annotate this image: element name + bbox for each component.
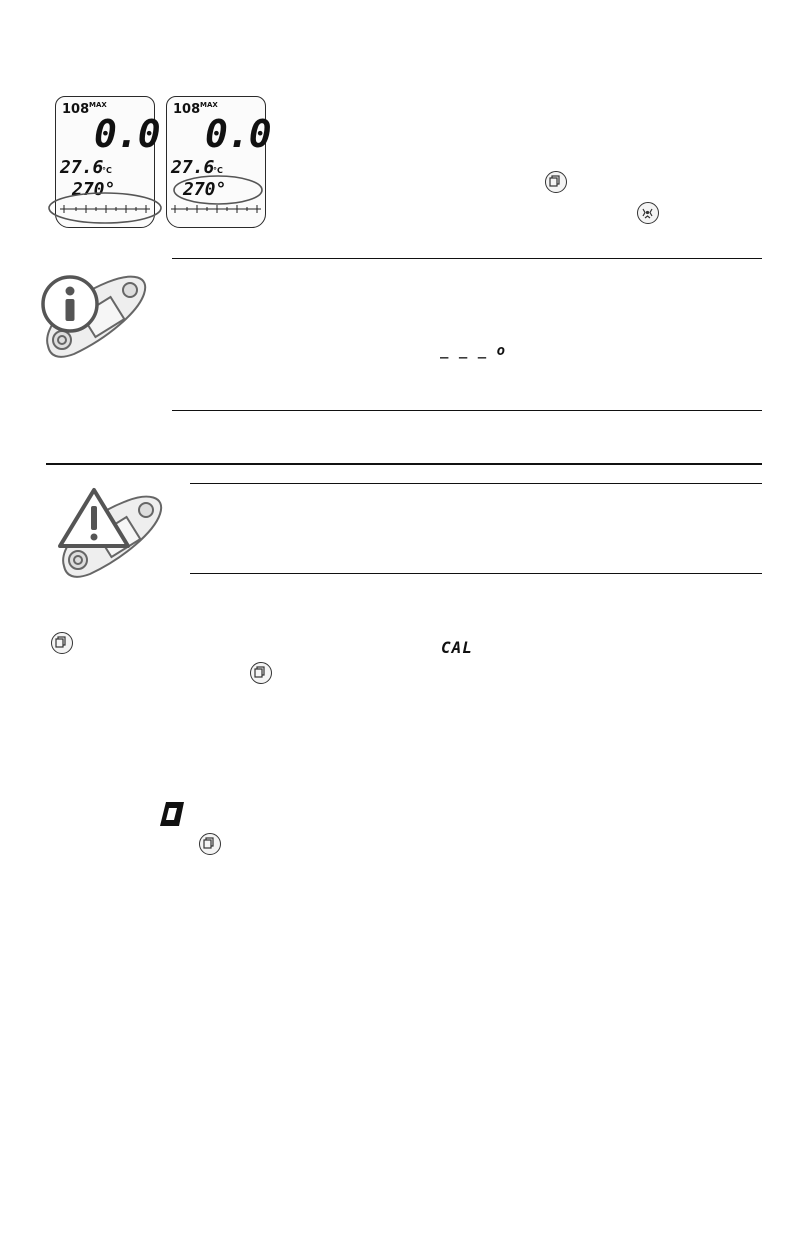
max-label: MAX: [89, 101, 107, 109]
cal-glyph: CAL: [441, 638, 473, 657]
depth-value: 0.0: [205, 112, 271, 156]
mode-button-icon: [199, 833, 221, 855]
warning-rule-bottom: [190, 573, 762, 574]
temperature-unit: °C: [102, 166, 112, 175]
info-rule-top: [172, 258, 762, 259]
temperature-unit: °C: [213, 166, 223, 175]
max-depth-value: 108: [173, 102, 201, 117]
heading-highlight-right: [172, 174, 264, 206]
mode-button-icon: [545, 171, 567, 193]
heading-value: 270°: [183, 179, 227, 200]
warning-rule-top: [190, 483, 762, 484]
depth-value: 0.0: [94, 112, 160, 156]
heading-value: 270°: [72, 179, 116, 200]
temperature-value: 27.6: [60, 157, 104, 178]
temperature-value: 27.6: [171, 157, 215, 178]
mode-button-icon: [250, 662, 272, 684]
max-label: MAX: [200, 101, 218, 109]
info-rule-bottom: [172, 410, 762, 411]
no-heading-glyph: _ _ _ o: [440, 343, 507, 359]
warning-icon: [50, 484, 170, 582]
max-depth-value: 108: [62, 102, 90, 117]
mode-button-icon: [51, 632, 73, 654]
info-icon: [38, 268, 156, 364]
compass-button-icon: [637, 202, 659, 224]
section-divider: [46, 463, 762, 465]
lcd-display-right: [166, 96, 271, 228]
compass-highlight-left: [46, 190, 164, 226]
square-segment-icon: [157, 799, 187, 829]
